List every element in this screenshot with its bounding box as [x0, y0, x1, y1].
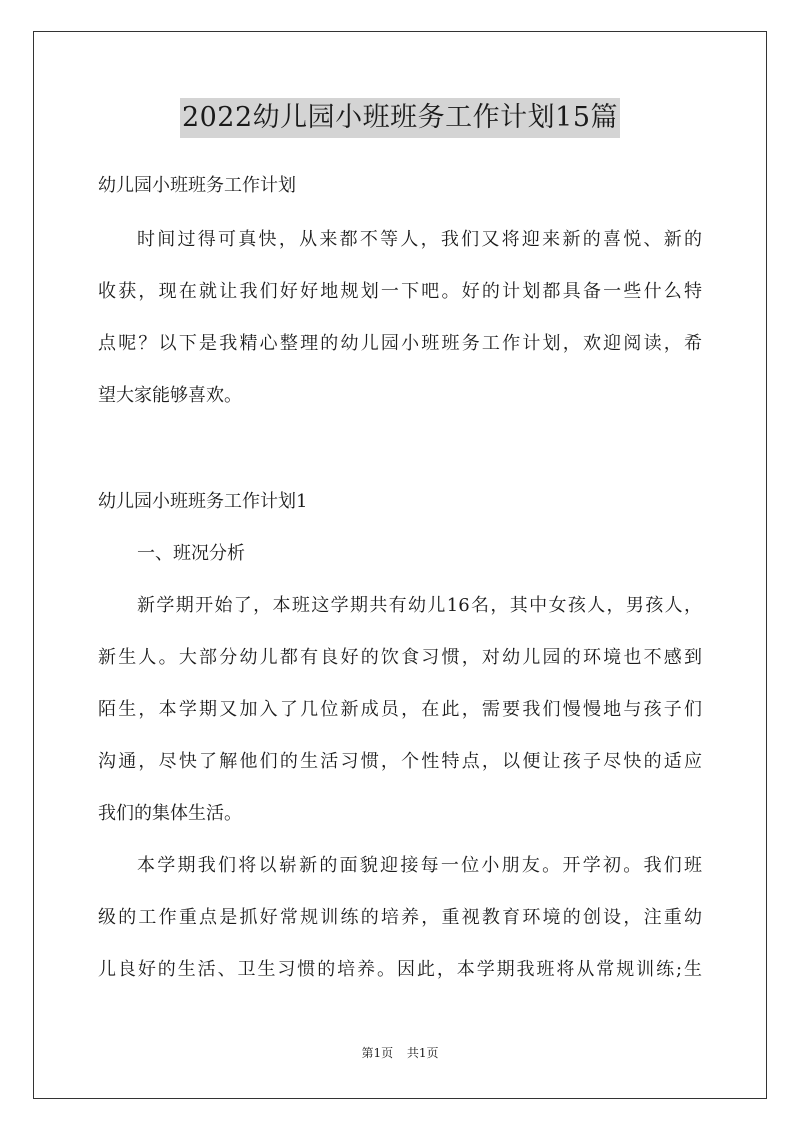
title-container	[0, 98, 800, 138]
page-number-total: 共1页	[406, 1046, 439, 1060]
document-title: 2022幼儿园小班班务工作计划15篇	[180, 98, 620, 138]
paragraph-line: 收获，现在就让我们好好地规划一下吧。好的计划都具备一些什么特	[98, 281, 702, 302]
paragraph-line: 时间过得可真快，从来都不等人，我们又将迎来新的喜悦、新的	[137, 229, 702, 250]
paragraph-line: 新学期开始了，本班这学期共有幼儿16名，其中女孩人，男孩人，	[137, 595, 702, 616]
paragraph-line: 点呢？以下是我精心整理的幼儿园小班班务工作计划，欢迎阅读，希	[98, 333, 702, 354]
sub-heading: 一、班况分析	[137, 543, 245, 564]
paragraph-line: 新生人。大部分幼儿都有良好的饮食习惯，对幼儿园的环境也不感到	[98, 647, 702, 668]
paragraph-line: 望大家能够喜欢。	[98, 385, 242, 406]
paragraph-line: 我们的集体生活。	[98, 803, 242, 824]
page-number-current: 第1页	[361, 1046, 394, 1060]
paragraph-line: 本学期我们将以崭新的面貌迎接每一位小朋友。开学初。我们班	[137, 855, 702, 876]
page-footer	[0, 1045, 800, 1061]
paragraph-line: 儿良好的生活、卫生习惯的培养。因此，本学期我班将从常规训练;生	[98, 959, 702, 980]
section-heading: 幼儿园小班班务工作计划1	[98, 491, 308, 512]
paragraph-line: 沟通，尽快了解他们的生活习惯，个性特点，以便让孩子尽快的适应	[98, 751, 702, 772]
paragraph-line: 陌生，本学期又加入了几位新成员，在此，需要我们慢慢地与孩子们	[98, 699, 702, 720]
paragraph-line: 级的工作重点是抓好常规训练的培养，重视教育环境的创设，注重幼	[98, 907, 702, 928]
section-heading: 幼儿园小班班务工作计划	[98, 175, 296, 196]
